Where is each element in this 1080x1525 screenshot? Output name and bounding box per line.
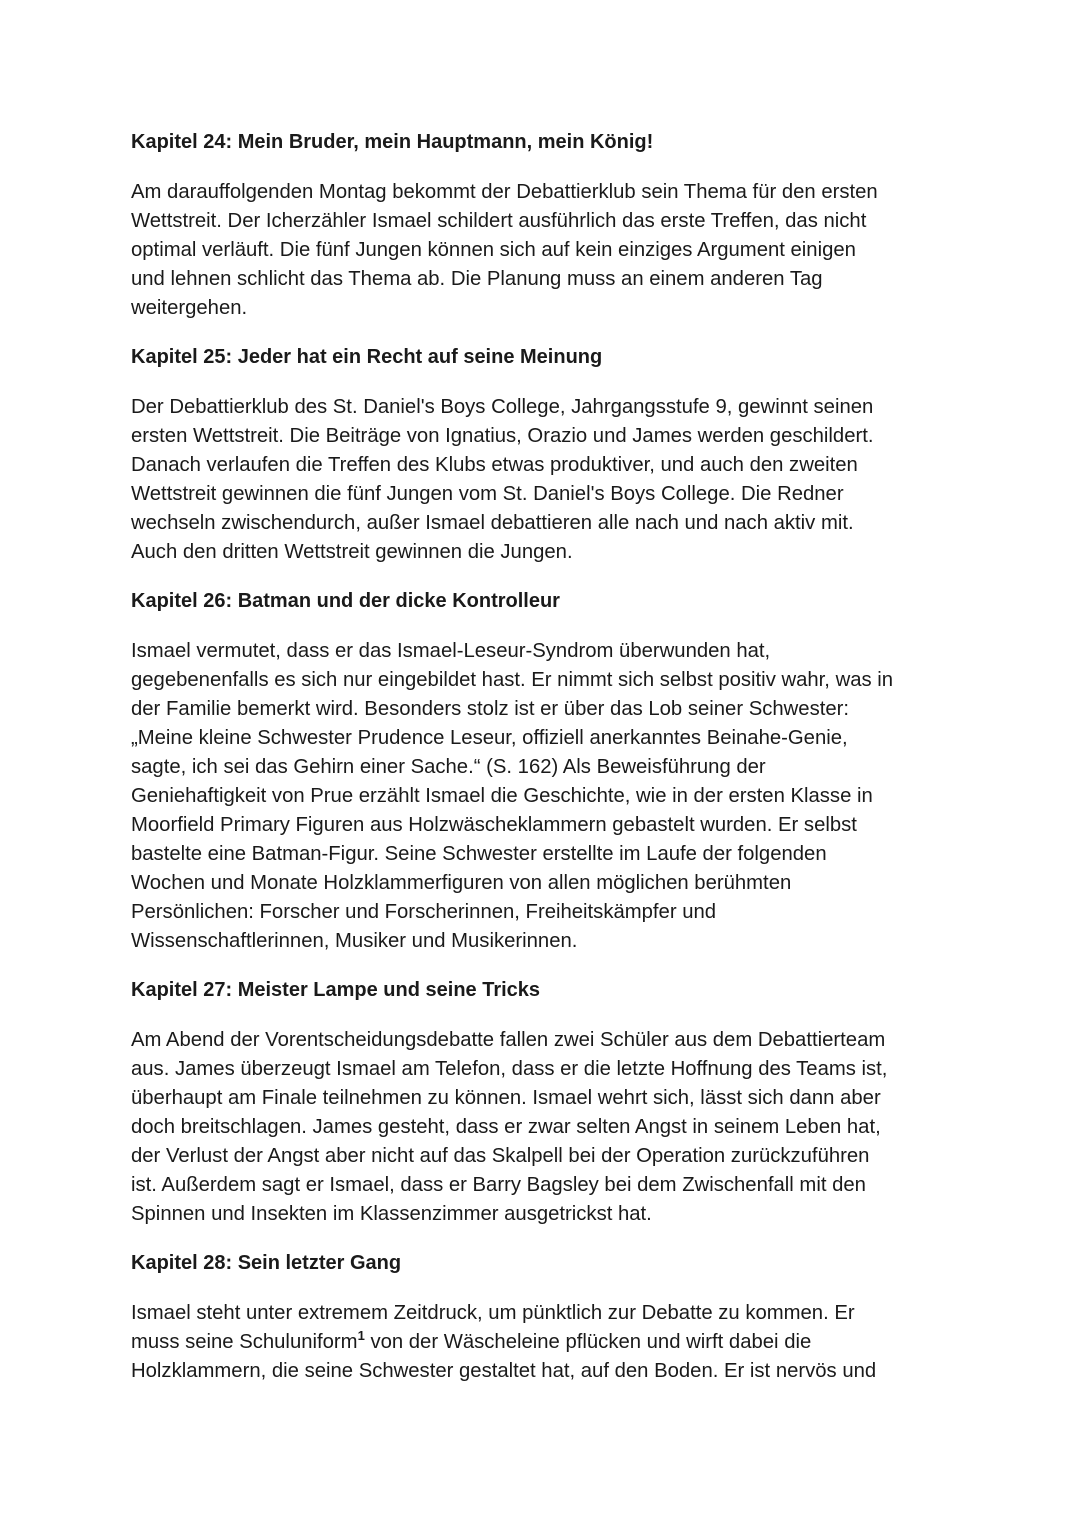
- text-line: Moorfield Primary Figuren aus Holzwäscheklammern gebastelt wurden. Er selbst: [131, 814, 857, 836]
- text-line: wechseln zwischendurch, außer Ismael debattieren alle nach und nach aktiv mit.: [131, 512, 854, 534]
- text-line: Geniehaftigkeit von Prue erzählt Ismael die Geschichte, wie in der ersten Klasse in: [131, 785, 873, 807]
- text-line: und lehnen schlicht das Thema ab. Die Planung muss an einem anderen Tag: [131, 268, 823, 290]
- text-line: aus. James überzeugt Ismael am Telefon, dass er die letzte Hoffnung des Teams ist,: [131, 1058, 888, 1080]
- text-line: „Meine kleine Schwester Prudence Leseur, offiziell anerkanntes Beinahe-Genie,: [131, 727, 848, 749]
- text-line: ersten Wettstreit. Die Beiträge von Ignatius, Orazio und James werden geschildert.: [131, 425, 874, 447]
- text-line: Ismael steht unter extremem Zeitdruck, um pünktlich zur Debatte zu kommen. Er: [131, 1302, 855, 1324]
- text-line: Wettstreit. Der Icherzähler Ismael schildert ausführlich das erste Treffen, das nicht: [131, 210, 867, 232]
- text-line: gegebenenfalls es sich nur eingebildet hast. Er nimmt sich selbst positiv wahr, was in: [131, 669, 894, 691]
- text-line: der Familie bemerkt wird. Besonders stolz ist er über das Lob seiner Schwester:: [131, 698, 850, 720]
- text-line: der Verlust der Angst aber nicht auf das Skalpell bei der Operation zurückzuführen: [131, 1145, 870, 1167]
- document-page: [131, 128, 961, 1386]
- text-line: Wochen und Monate Holzklammerfiguren von allen möglichen berühmten: [131, 872, 792, 894]
- text-line: Ismael vermutet, dass er das Ismael-Leseur-Syndrom überwunden hat,: [131, 640, 771, 662]
- text-line: Holzklammern, die seine Schwester gestaltet hat, auf den Boden. Er ist nervös und: [131, 1360, 877, 1382]
- text-segment: muss seine Schuluniform: [131, 1331, 358, 1353]
- text-line: Der Debattierklub des St. Daniel's Boys College, Jahrgangsstufe 9, gewinnt seinen: [131, 396, 874, 418]
- text-line: Persönlichen: Forscher und Forscherinnen, Freiheitskämpfer und: [131, 901, 717, 923]
- text-line: Am Abend der Vorentscheidungsdebatte fallen zwei Schüler aus dem Debattierteam: [131, 1029, 886, 1051]
- chapter-heading: Kapitel 24: Mein Bruder, mein Hauptmann, mein König!: [131, 131, 654, 153]
- text-line: weitergehen.: [131, 297, 248, 319]
- text-line: Danach verlaufen die Treffen des Klubs etwas produktiver, und auch den zweiten: [131, 454, 858, 476]
- chapter-paragraph: [131, 1026, 961, 1229]
- text-line: überhaupt am Finale teilnehmen zu können. Ismael wehrt sich, lässt sich dann aber: [131, 1087, 881, 1109]
- chapter-27: [131, 976, 961, 1229]
- text-line: [131, 1328, 961, 1357]
- chapter-25: [131, 343, 961, 567]
- text-line: bastelte eine Batman-Figur. Seine Schwester erstellte im Laufe der folgenden: [131, 843, 827, 865]
- chapter-paragraph: [131, 178, 961, 323]
- text-line: Am darauffolgenden Montag bekommt der Debattierklub sein Thema für den ersten: [131, 181, 878, 203]
- chapter-28: [131, 1249, 961, 1386]
- text-line: Auch den dritten Wettstreit gewinnen die Jungen.: [131, 541, 573, 563]
- chapter-heading: Kapitel 27: Meister Lampe und seine Tricks: [131, 979, 541, 1001]
- chapter-paragraph: [131, 393, 961, 567]
- text-line: Spinnen und Insekten im Klassenzimmer ausgetrickst hat.: [131, 1203, 652, 1225]
- text-line: sagte, ich sei das Gehirn einer Sache.“ (S. 162) Als Beweisführung der: [131, 756, 766, 778]
- text-line: optimal verläuft. Die fünf Jungen können sich auf kein einziges Argument einigen: [131, 239, 856, 261]
- text-line: ist. Außerdem sagt er Ismael, dass er Barry Bagsley bei dem Zwischenfall mit den: [131, 1174, 866, 1196]
- footnote-marker: 1: [357, 1328, 365, 1344]
- text-line: Wissenschaftlerinnen, Musiker und Musikerinnen.: [131, 930, 578, 952]
- chapter-paragraph: [131, 1299, 961, 1386]
- chapter-26: [131, 587, 961, 956]
- text-line: doch breitschlagen. James gesteht, dass er zwar selten Angst in seinem Leben hat,: [131, 1116, 881, 1138]
- chapter-heading: Kapitel 28: Sein letzter Gang: [131, 1252, 402, 1274]
- chapter-heading: Kapitel 25: Jeder hat ein Recht auf seine Meinung: [131, 346, 603, 368]
- text-line: Wettstreit gewinnen die fünf Jungen vom St. Daniel's Boys College. Die Redner: [131, 483, 844, 505]
- chapter-24: [131, 128, 961, 323]
- chapter-heading: Kapitel 26: Batman und der dicke Kontrolleur: [131, 590, 560, 612]
- text-segment: von der Wäscheleine pflücken und wirft dabei die: [364, 1331, 812, 1353]
- chapter-paragraph: [131, 637, 961, 956]
